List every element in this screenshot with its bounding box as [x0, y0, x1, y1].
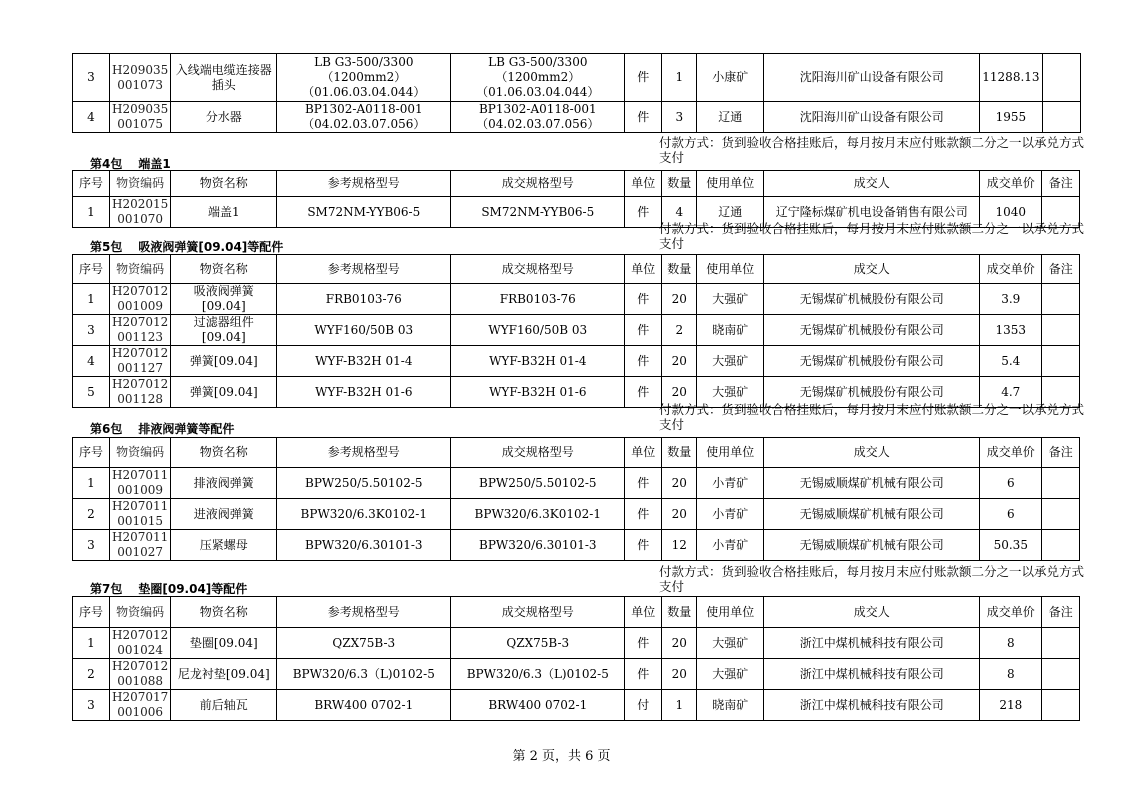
payment-terms: 付款方式：货到验收合格挂账后，每月按月末应付账款额二分之一以承兑方式支付	[659, 221, 1085, 251]
cell-ref_spec: WYF160/50B 03	[277, 315, 451, 346]
cell-deal_spec: BPW320/6.3（L)0102-5	[451, 659, 625, 690]
cell-name: 弹簧[09.04]	[171, 377, 277, 408]
header-ref_spec: 参考规格型号	[277, 171, 451, 197]
cell-winner: 辽宁隆标煤矿机电设备销售有限公司	[764, 197, 980, 228]
cell-note	[1042, 628, 1080, 659]
cell-winner: 沈阳海川矿山设备有限公司	[764, 54, 980, 102]
payment-terms: 付款方式：货到验收合格挂账后，每月按月末应付账款额二分之一以承兑方式支付	[659, 135, 1085, 165]
cell-unit: 件	[625, 54, 662, 102]
cell-note	[1042, 315, 1080, 346]
cell-note	[1042, 659, 1080, 690]
cell-user: 辽通	[697, 197, 764, 228]
cell-ref_spec: WYF-B32H 01-4	[277, 346, 451, 377]
cell-ref_spec: BPW320/6.30101-3	[277, 530, 451, 561]
cell-code: H207011 001027	[110, 530, 171, 561]
header-user: 使用单位	[697, 597, 764, 628]
cell-seq: 4	[73, 102, 110, 133]
cell-name: 过滤器组件[09.04]	[171, 315, 277, 346]
cell-user: 大强矿	[697, 346, 764, 377]
cell-seq: 1	[73, 628, 110, 659]
header-deal_spec: 成交规格型号	[451, 171, 625, 197]
cell-price: 3.9	[980, 284, 1042, 315]
cell-code: H207012 001088	[110, 659, 171, 690]
cell-note	[1042, 468, 1080, 499]
header-user: 使用单位	[697, 438, 764, 468]
package-name: 排液阀弹簧等配件	[138, 422, 235, 436]
header-unit: 单位	[625, 438, 662, 468]
cell-name: 尼龙衬垫[09.04]	[171, 659, 277, 690]
cell-winner: 无锡威顺煤矿机械有限公司	[764, 468, 980, 499]
cell-unit: 件	[625, 659, 662, 690]
header-winner: 成交人	[764, 171, 980, 197]
cell-deal_spec: LB G3-500/3300 （1200mm2） （01.06.03.04.044）	[451, 54, 625, 102]
cell-user: 大强矿	[697, 377, 764, 408]
header-user: 使用单位	[697, 255, 764, 284]
package-number: 第6包	[90, 422, 123, 436]
cell-winner: 无锡威顺煤矿机械有限公司	[764, 530, 980, 561]
cell-winner: 无锡威顺煤矿机械有限公司	[764, 499, 980, 530]
package-name: 端盖1	[138, 157, 171, 171]
cell-unit: 件	[625, 346, 662, 377]
cell-deal_spec: BPW320/6.3K0102-1	[451, 499, 625, 530]
header-qty: 数量	[662, 438, 697, 468]
header-deal_spec: 成交规格型号	[451, 255, 625, 284]
cell-user: 辽通	[697, 102, 764, 133]
header-seq: 序号	[73, 171, 110, 197]
cell-ref_spec: WYF-B32H 01-6	[277, 377, 451, 408]
package-title	[90, 420, 234, 437]
cell-winner: 无锡煤矿机械股份有限公司	[764, 284, 980, 315]
cell-deal_spec: FRB0103-76	[451, 284, 625, 315]
cell-unit: 件	[625, 499, 662, 530]
package-table	[72, 170, 1080, 228]
cell-unit: 件	[625, 102, 662, 133]
cell-unit: 件	[625, 377, 662, 408]
header-winner: 成交人	[764, 597, 980, 628]
cell-qty: 20	[662, 377, 697, 408]
cell-user: 大强矿	[697, 659, 764, 690]
header-winner: 成交人	[764, 255, 980, 284]
header-deal_spec: 成交规格型号	[451, 438, 625, 468]
package-number: 第5包	[90, 240, 123, 254]
cell-winner: 浙江中煤机械科技有限公司	[764, 659, 980, 690]
header-code: 物资编码	[110, 438, 171, 468]
cell-seq: 3	[73, 530, 110, 561]
cell-price: 1040	[980, 197, 1042, 228]
cell-code: H202015 001070	[110, 197, 171, 228]
cell-code: H207011 001015	[110, 499, 171, 530]
header-name: 物资名称	[171, 597, 277, 628]
cell-user: 大强矿	[697, 628, 764, 659]
cell-user: 小青矿	[697, 468, 764, 499]
header-user: 使用单位	[697, 171, 764, 197]
cell-name: 垫圈[09.04]	[171, 628, 277, 659]
cell-unit: 件	[625, 530, 662, 561]
package-name: 垫圈[09.04]等配件	[138, 582, 248, 596]
cell-name: 弹簧[09.04]	[171, 346, 277, 377]
package-table	[72, 254, 1080, 408]
cell-ref_spec: BPW320/6.3K0102-1	[277, 499, 451, 530]
cell-deal_spec: BRW400 0702-1	[451, 690, 625, 721]
cell-ref_spec: QZX75B-3	[277, 628, 451, 659]
cell-ref_spec: BPW320/6.3（L)0102-5	[277, 659, 451, 690]
header-deal_spec: 成交规格型号	[451, 597, 625, 628]
cell-seq: 2	[73, 499, 110, 530]
header-note: 备注	[1042, 255, 1080, 284]
cell-price: 6	[980, 468, 1042, 499]
package-table	[72, 596, 1080, 721]
header-row	[73, 255, 1080, 284]
table-row	[73, 54, 1081, 102]
table-row	[73, 499, 1080, 530]
package-number: 第4包	[90, 157, 123, 171]
cell-note	[1042, 284, 1080, 315]
cell-name: 压紧螺母	[171, 530, 277, 561]
package-table	[72, 437, 1080, 561]
header-name: 物资名称	[171, 438, 277, 468]
cell-note	[1042, 346, 1080, 377]
header-seq: 序号	[73, 255, 110, 284]
cell-qty: 20	[662, 499, 697, 530]
cell-seq: 1	[73, 197, 110, 228]
cell-qty: 3	[662, 102, 697, 133]
cell-deal_spec: BP1302-A0118-001 （04.02.03.07.056）	[451, 102, 625, 133]
cell-winner: 浙江中煤机械科技有限公司	[764, 628, 980, 659]
table-row	[73, 346, 1080, 377]
header-ref_spec: 参考规格型号	[277, 597, 451, 628]
cell-deal_spec: BPW250/5.50102-5	[451, 468, 625, 499]
table-row	[73, 468, 1080, 499]
table-row	[73, 102, 1081, 133]
header-qty: 数量	[662, 171, 697, 197]
cell-seq: 2	[73, 659, 110, 690]
cell-qty: 12	[662, 530, 697, 561]
package-number: 第7包	[90, 582, 123, 596]
cell-qty: 20	[662, 628, 697, 659]
header-seq: 序号	[73, 438, 110, 468]
cell-ref_spec: BP1302-A0118-001 （04.02.03.07.056）	[277, 102, 451, 133]
cell-code: H207012 001024	[110, 628, 171, 659]
header-qty: 数量	[662, 597, 697, 628]
cell-user: 大强矿	[697, 284, 764, 315]
cell-unit: 件	[625, 284, 662, 315]
header-row	[73, 438, 1080, 468]
package-title	[90, 580, 247, 597]
cell-deal_spec: QZX75B-3	[451, 628, 625, 659]
cell-winner: 浙江中煤机械科技有限公司	[764, 690, 980, 721]
header-note: 备注	[1042, 438, 1080, 468]
page-footer: 第 2 页，共 6 页	[512, 749, 611, 764]
cell-qty: 20	[662, 468, 697, 499]
cell-seq: 1	[73, 468, 110, 499]
cell-price: 4.7	[980, 377, 1042, 408]
cell-name: 排液阀弹簧	[171, 468, 277, 499]
cell-qty: 20	[662, 346, 697, 377]
table-row	[73, 315, 1080, 346]
cell-note	[1042, 530, 1080, 561]
cell-qty: 1	[662, 54, 697, 102]
cell-price: 8	[980, 628, 1042, 659]
cell-code: H207012 001127	[110, 346, 171, 377]
cell-qty: 20	[662, 659, 697, 690]
cell-unit: 件	[625, 468, 662, 499]
cell-seq: 5	[73, 377, 110, 408]
cell-unit: 件	[625, 197, 662, 228]
cell-deal_spec: WYF-B32H 01-6	[451, 377, 625, 408]
cell-price: 50.35	[980, 530, 1042, 561]
header-price: 成交单价	[980, 597, 1042, 628]
cell-user: 晓南矿	[697, 690, 764, 721]
header-price: 成交单价	[980, 438, 1042, 468]
table-row	[73, 659, 1080, 690]
table-continued	[72, 53, 1081, 133]
cell-ref_spec: SM72NM-YYB06-5	[277, 197, 451, 228]
cell-note	[1042, 499, 1080, 530]
header-note: 备注	[1042, 597, 1080, 628]
cell-seq: 3	[73, 690, 110, 721]
cell-ref_spec: FRB0103-76	[277, 284, 451, 315]
cell-price: 1955	[980, 102, 1042, 133]
header-ref_spec: 参考规格型号	[277, 438, 451, 468]
cell-deal_spec: WYF160/50B 03	[451, 315, 625, 346]
cell-user: 晓南矿	[697, 315, 764, 346]
payment-terms: 付款方式：货到验收合格挂账后，每月按月末应付账款额二分之一以承兑方式支付	[659, 402, 1085, 432]
cell-ref_spec: BPW250/5.50102-5	[277, 468, 451, 499]
cell-user: 小康矿	[697, 54, 764, 102]
cell-code: H207012 001123	[110, 315, 171, 346]
package-title	[90, 238, 283, 255]
cell-winner: 无锡煤矿机械股份有限公司	[764, 377, 980, 408]
cell-code: H207017 001006	[110, 690, 171, 721]
cell-qty: 20	[662, 284, 697, 315]
header-unit: 单位	[625, 597, 662, 628]
cell-code: H209035 001073	[110, 54, 171, 102]
cell-price: 218	[980, 690, 1042, 721]
cell-note	[1042, 102, 1080, 133]
package-name: 吸液阀弹簧[09.04]等配件	[138, 240, 284, 254]
cell-price: 1353	[980, 315, 1042, 346]
header-code: 物资编码	[110, 171, 171, 197]
cell-unit: 付	[625, 690, 662, 721]
cell-seq: 4	[73, 346, 110, 377]
table-row	[73, 284, 1080, 315]
cell-deal_spec: SM72NM-YYB06-5	[451, 197, 625, 228]
cell-deal_spec: BPW320/6.30101-3	[451, 530, 625, 561]
cell-user: 小青矿	[697, 499, 764, 530]
cell-name: 分水器	[171, 102, 277, 133]
cell-qty: 4	[662, 197, 697, 228]
payment-terms: 付款方式：货到验收合格挂账后，每月按月末应付账款额二分之一以承兑方式支付	[659, 564, 1085, 594]
cell-winner: 无锡煤矿机械股份有限公司	[764, 346, 980, 377]
cell-code: H209035 001075	[110, 102, 171, 133]
table-row	[73, 690, 1080, 721]
header-unit: 单位	[625, 171, 662, 197]
table-row	[73, 628, 1080, 659]
cell-price: 8	[980, 659, 1042, 690]
cell-price: 5.4	[980, 346, 1042, 377]
table-row	[73, 530, 1080, 561]
header-unit: 单位	[625, 255, 662, 284]
cell-ref_spec: LB G3-500/3300 （1200mm2） （01.06.03.04.044）	[277, 54, 451, 102]
header-seq: 序号	[73, 597, 110, 628]
cell-seq: 3	[73, 54, 110, 102]
header-ref_spec: 参考规格型号	[277, 255, 451, 284]
cell-unit: 件	[625, 315, 662, 346]
header-price: 成交单价	[980, 171, 1042, 197]
header-code: 物资编码	[110, 255, 171, 284]
cell-name: 端盖1	[171, 197, 277, 228]
cell-name: 前后轴瓦	[171, 690, 277, 721]
cell-qty: 2	[662, 315, 697, 346]
cell-user: 小青矿	[697, 530, 764, 561]
header-name: 物资名称	[171, 255, 277, 284]
cell-code: H207012 001128	[110, 377, 171, 408]
cell-note	[1042, 690, 1080, 721]
header-price: 成交单价	[980, 255, 1042, 284]
cell-note	[1042, 54, 1080, 102]
cell-code: H207011 001009	[110, 468, 171, 499]
header-qty: 数量	[662, 255, 697, 284]
cell-ref_spec: BRW400 0702-1	[277, 690, 451, 721]
cell-name: 吸液阀弹簧[09.04]	[171, 284, 277, 315]
cell-price: 11288.13	[980, 54, 1042, 102]
cell-qty: 1	[662, 690, 697, 721]
cell-price: 6	[980, 499, 1042, 530]
header-name: 物资名称	[171, 171, 277, 197]
cell-unit: 件	[625, 628, 662, 659]
cell-seq: 3	[73, 315, 110, 346]
cell-name: 进液阀弹簧	[171, 499, 277, 530]
cell-winner: 沈阳海川矿山设备有限公司	[764, 102, 980, 133]
header-winner: 成交人	[764, 438, 980, 468]
cell-winner: 无锡煤矿机械股份有限公司	[764, 315, 980, 346]
cell-code: H207012 001009	[110, 284, 171, 315]
cell-name: 入线端电缆连接器插头	[171, 54, 277, 102]
cell-seq: 1	[73, 284, 110, 315]
header-row	[73, 171, 1080, 197]
header-code: 物资编码	[110, 597, 171, 628]
cell-deal_spec: WYF-B32H 01-4	[451, 346, 625, 377]
header-note: 备注	[1042, 171, 1080, 197]
header-row	[73, 597, 1080, 628]
